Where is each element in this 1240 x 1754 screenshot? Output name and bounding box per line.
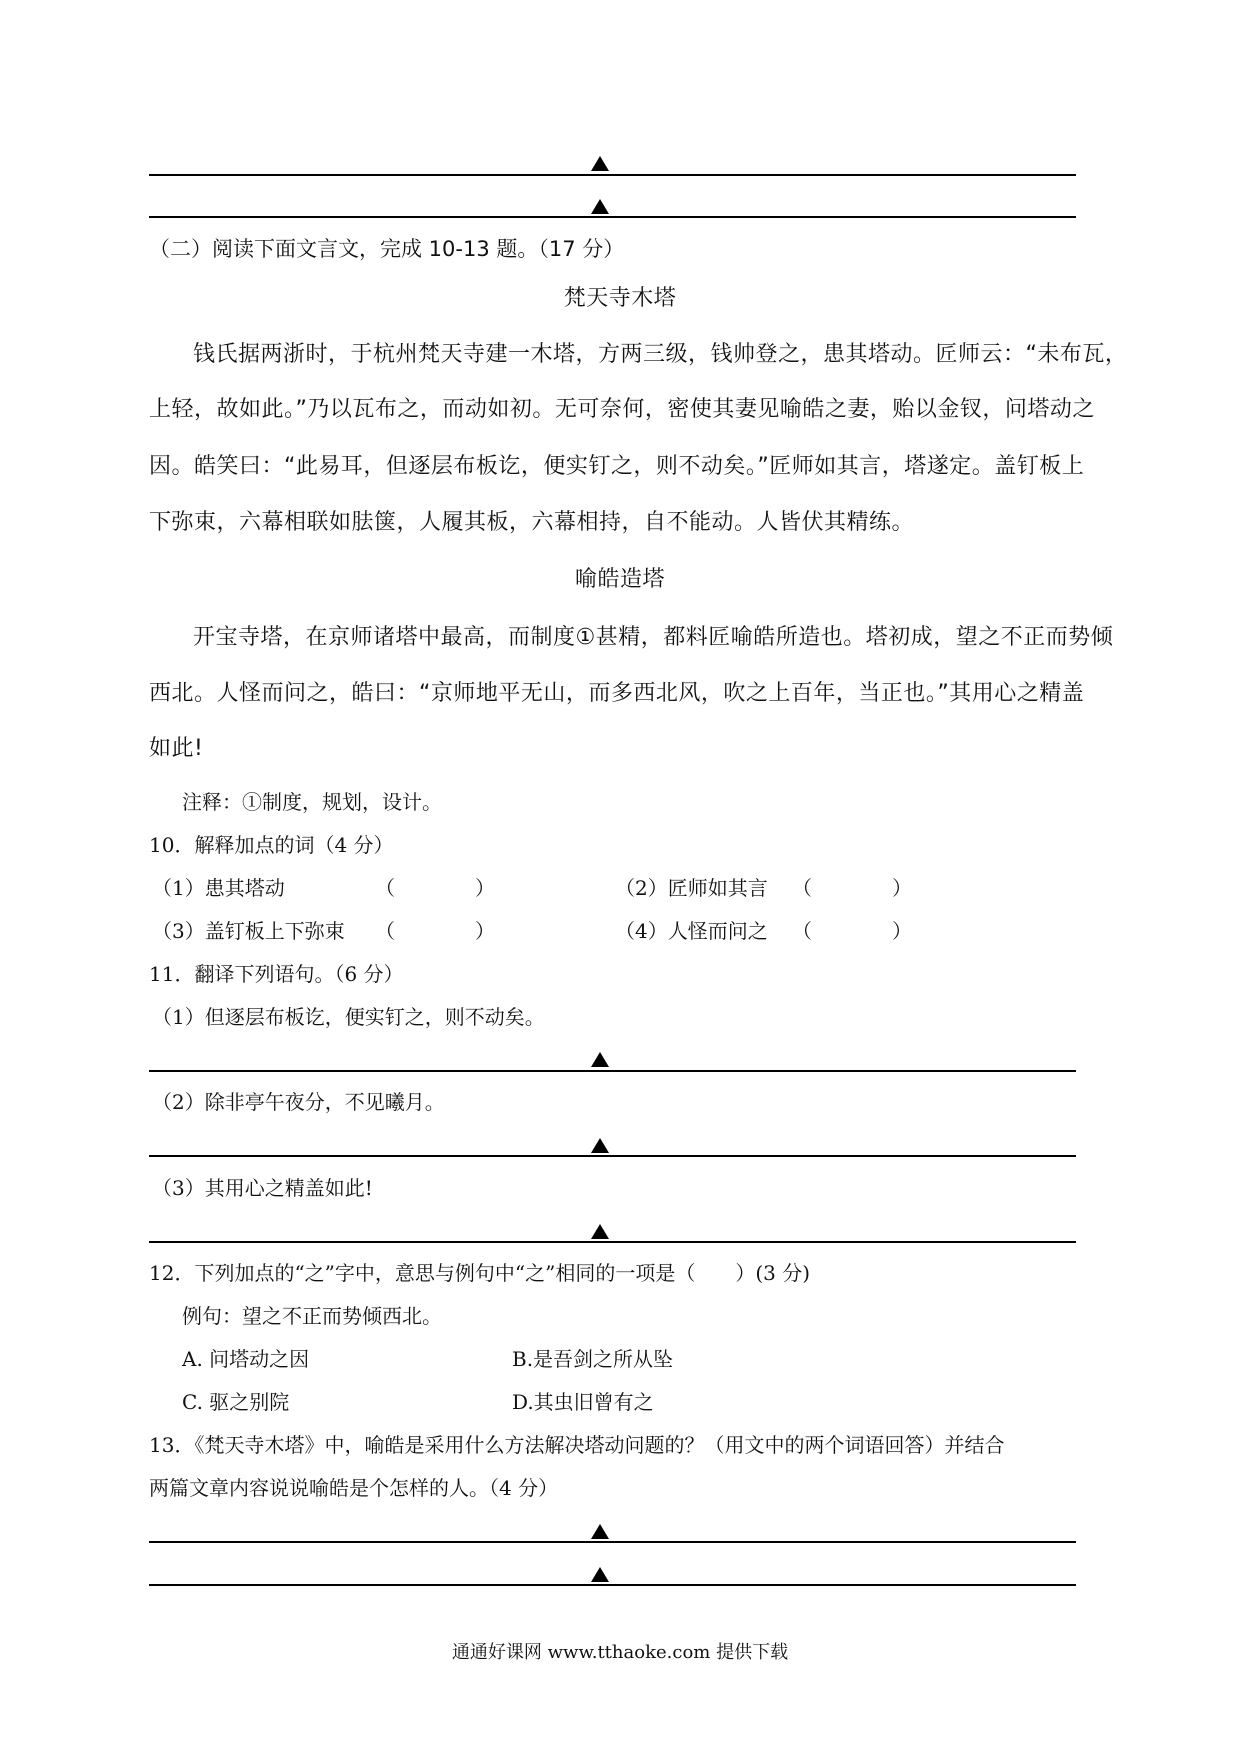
passage2-line: 西北。人怪而问之，皓曰：“京师地平无山，而多西北风，吹之上百年，当正也。”其用心之精盖	[149, 681, 1085, 706]
passage1-line: 因。皓笑曰：“此易耳，但逐层布板讫，便实钉之，则不动矣。”匠师如其言，塔遂定。盖钉板上	[149, 454, 1085, 479]
q10-blank[interactable]: （ ）	[792, 876, 912, 900]
passage2-line: 开宝寺塔，在京师诸塔中最高，而制度①甚精，都料匠喻皓所造也。塔初成，望之不正而势倾	[193, 625, 1114, 650]
q11-item: （2）除非亭午夜分，不见曦月。	[152, 1090, 445, 1114]
q13-line: 两篇文章内容说说喻皓是个怎样的人。（4 分）	[149, 1476, 559, 1500]
answer-line[interactable]	[149, 1155, 1076, 1157]
passage2-line: 如此!	[149, 736, 204, 761]
section-heading: （二）阅读下面文言文，完成 10-13 题。（17 分）	[149, 237, 625, 261]
answer-marker-icon	[591, 156, 609, 171]
q10-blank[interactable]: （ ）	[375, 919, 495, 943]
passage1-line: 下弥束，六幕相联如胠箧，人履其板，六幕相持，自不能动。人皆伏其精练。	[149, 510, 915, 535]
note: 注释：①制度，规划，设计。	[182, 790, 442, 814]
q11-title: 11．翻译下列语句。（6 分）	[149, 962, 404, 986]
q10-item: （1）患其塔动	[152, 876, 285, 900]
q11-item: （3）其用心之精盖如此!	[152, 1176, 373, 1200]
q12-option-c[interactable]: C. 驱之别院	[182, 1390, 290, 1414]
answer-marker-icon	[591, 1138, 609, 1153]
answer-line[interactable]	[149, 174, 1076, 176]
answer-marker-icon	[591, 199, 609, 214]
answer-line[interactable]	[149, 216, 1076, 218]
answer-marker-icon	[591, 1224, 609, 1239]
q12-example: 例句：望之不正而势倾西北。	[182, 1304, 442, 1328]
answer-line[interactable]	[149, 1241, 1076, 1243]
answer-marker-icon	[591, 1567, 609, 1582]
q11-item: （1）但逐层布板讫，便实钉之，则不动矣。	[152, 1005, 545, 1029]
q10-item: （3）盖钉板上下弥束	[152, 919, 345, 943]
answer-line[interactable]	[149, 1541, 1076, 1543]
passage2-title: 喻皓造塔	[574, 567, 665, 592]
q12-option-d[interactable]: D.其虫旧曾有之	[512, 1390, 654, 1414]
footer: 通通好课网 www.tthaoke.com 提供下载	[451, 1642, 789, 1663]
q10-item: （4）人怪而问之	[615, 919, 768, 943]
q12-option-a[interactable]: A. 问塔动之因	[182, 1347, 310, 1371]
q13-line: 13．《梵天寺木塔》中，喻皓是采用什么方法解决塔动问题的？（用文中的两个词语回答）并结合	[149, 1433, 1005, 1457]
q10-item: （2）匠师如其言	[615, 876, 768, 900]
passage1-title: 梵天寺木塔	[563, 286, 677, 311]
answer-line[interactable]	[149, 1070, 1076, 1072]
q10-blank[interactable]: （ ）	[375, 876, 495, 900]
q10-title: 10．解释加点的词（4 分）	[149, 833, 394, 857]
answer-line[interactable]	[149, 1584, 1076, 1586]
q12-option-b[interactable]: B.是吾剑之所从坠	[512, 1347, 674, 1371]
passage1-line: 上轻，故如此。”乃以瓦布之，而动如初。无可奈何，密使其妻见喻皓之妻，贻以金钗，问塔动之	[149, 397, 1095, 422]
answer-marker-icon	[591, 1524, 609, 1539]
q12-title: 12．下列加点的“之”字中，意思与例句中“之”相同的一项是（ ）(3 分)	[149, 1261, 811, 1285]
answer-marker-icon	[591, 1052, 609, 1067]
q10-blank[interactable]: （ ）	[792, 919, 912, 943]
passage1-line: 钱氏据两浙时，于杭州梵天寺建一木塔，方两三级，钱帅登之，患其塔动。匠师云：“未布瓦，	[193, 342, 1128, 367]
